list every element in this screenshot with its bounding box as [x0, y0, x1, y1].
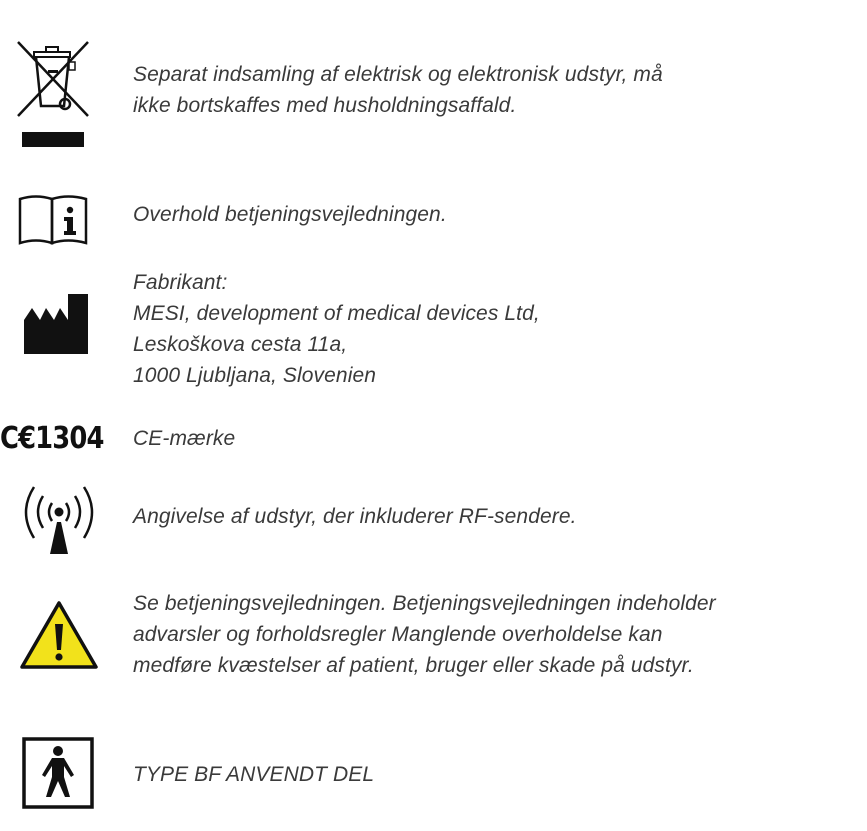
type-bf-applied-part-icon — [22, 737, 94, 809]
manufacturer-factory-icon — [22, 294, 90, 356]
text-line: Angivelse af udstyr, der inkluderer RF-sendere. — [133, 505, 577, 528]
text-line: advarsler og forholdsregler Manglende overholdelse kan — [133, 623, 663, 646]
non-ionizing-radiation-icon — [14, 482, 104, 556]
symbol-description-manufacturer — [133, 267, 540, 391]
symbol-description-type-bf — [133, 759, 374, 790]
symbol-description-warning — [133, 588, 716, 681]
text-line: Fabrikant: — [133, 271, 228, 294]
ce-mark-icon — [0, 421, 118, 461]
symbol-description-ce — [133, 423, 235, 454]
weee-crossed-bin-icon — [14, 38, 94, 150]
ce-mark-number: C€1304 — [0, 421, 104, 456]
text-line: Se betjeningsvejledningen. Betjeningsvejledningen indeholder — [133, 592, 716, 615]
text-line: TYPE BF ANVENDT DEL — [133, 763, 375, 786]
text-line: 1000 Ljubljana, Slovenien — [133, 364, 377, 387]
text-line: CE-mærke — [133, 427, 236, 450]
text-line: MESI, development of medical devices Ltd, — [133, 302, 540, 325]
text-line: Separat indsamling af elektrisk og elektronisk udstyr, må — [133, 63, 663, 86]
symbol-description-weee — [133, 59, 663, 121]
symbol-description-instructions — [133, 199, 447, 230]
consult-instructions-info-book-icon — [18, 193, 90, 245]
text-line: Overhold betjeningsvejledningen. — [133, 203, 447, 226]
text-line: medføre kvæstelser af patient, bruger eller skade på udstyr. — [133, 654, 694, 677]
symbol-description-rf — [133, 501, 577, 532]
text-line: ikke bortskaffes med husholdningsaffald. — [133, 94, 517, 117]
warning-triangle-icon — [20, 600, 98, 670]
text-line: Leskoškova cesta 11a, — [133, 333, 348, 356]
